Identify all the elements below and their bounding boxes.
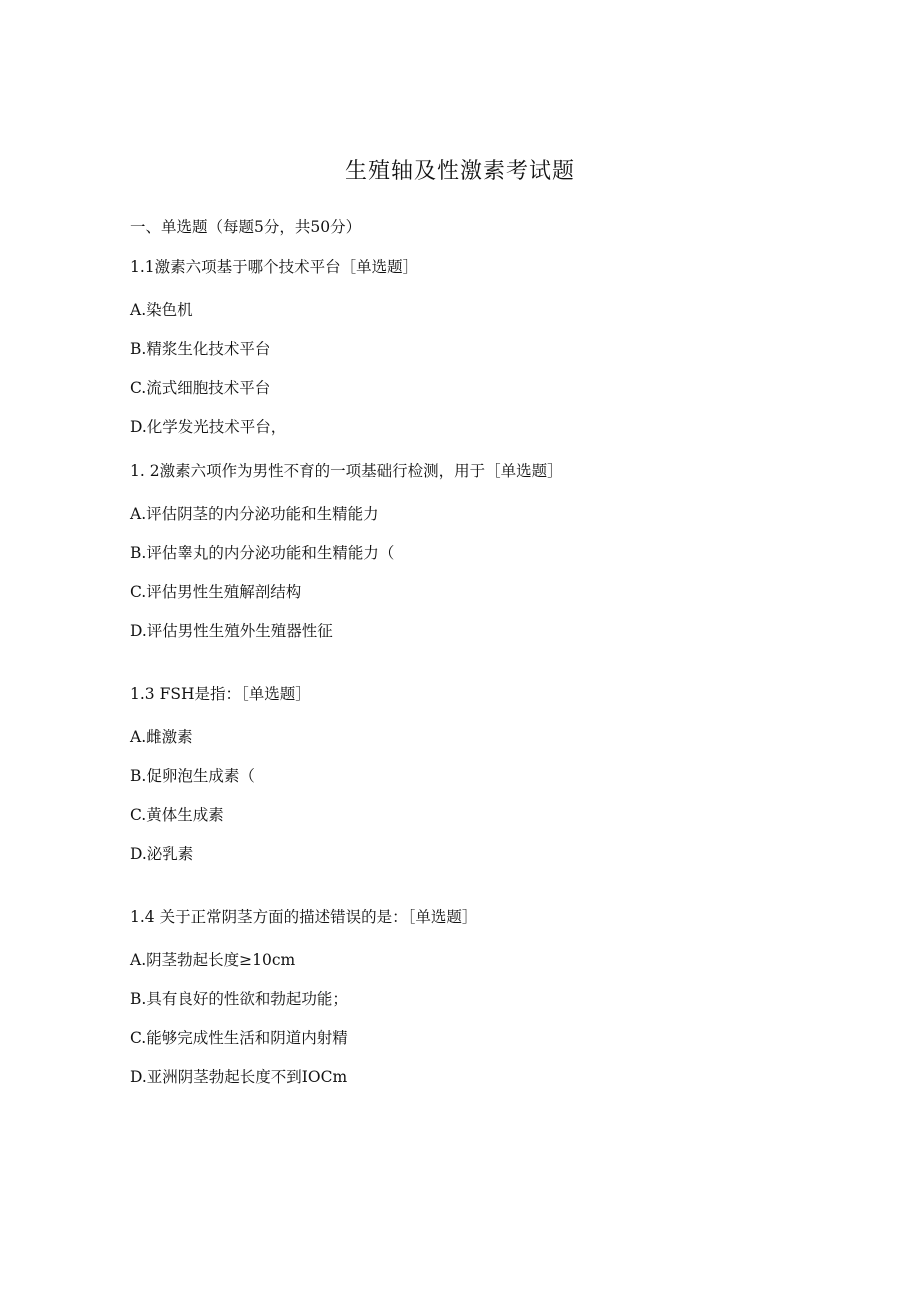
question-option: B.促卵泡生成素（ xyxy=(130,767,255,785)
question-option: A.染色机 xyxy=(130,301,193,319)
question-option: C.能够完成性生活和阴道内射精 xyxy=(130,1029,348,1047)
question-option: C.流式细胞技术平台 xyxy=(130,379,271,397)
question-option: B.评估睾丸的内分泌功能和生精能力（ xyxy=(130,544,395,562)
section-heading: 一、单选题（每题5分，共50分） xyxy=(130,218,362,236)
question-option: D.评估男性生殖外生殖器性征 xyxy=(130,622,333,640)
question-stem: 1. 2激素六项作为男性不育的一项基础行检测，用于［单选题］ xyxy=(130,462,563,480)
question-option: B.具有良好的性欲和勃起功能； xyxy=(130,990,348,1008)
question-option: C.评估男性生殖解剖结构 xyxy=(130,583,302,601)
question-option: D.化学发光技术平台， xyxy=(130,418,287,436)
question-stem: 1.3 FSH是指：［单选题］ xyxy=(130,685,311,703)
question-stem: 1.1激素六项基于哪个技术平台［单选题］ xyxy=(130,258,419,276)
question-option: D.亚洲阴茎勃起长度不到IOCm xyxy=(130,1068,348,1086)
question-option: A.雌激素 xyxy=(130,728,193,746)
question-option: D.泌乳素 xyxy=(130,845,194,863)
question-option: A.评估阴茎的内分泌功能和生精能力 xyxy=(130,505,379,523)
question-option: B.精浆生化技术平台 xyxy=(130,340,271,358)
document-title: 生殖轴及性激素考试题 xyxy=(344,159,575,184)
question-option: A.阴茎勃起长度≥10cm xyxy=(130,951,296,969)
question-stem: 1.4 关于正常阴茎方面的描述错误的是：［单选题］ xyxy=(130,908,478,926)
question-option: C.黄体生成素 xyxy=(130,806,224,824)
